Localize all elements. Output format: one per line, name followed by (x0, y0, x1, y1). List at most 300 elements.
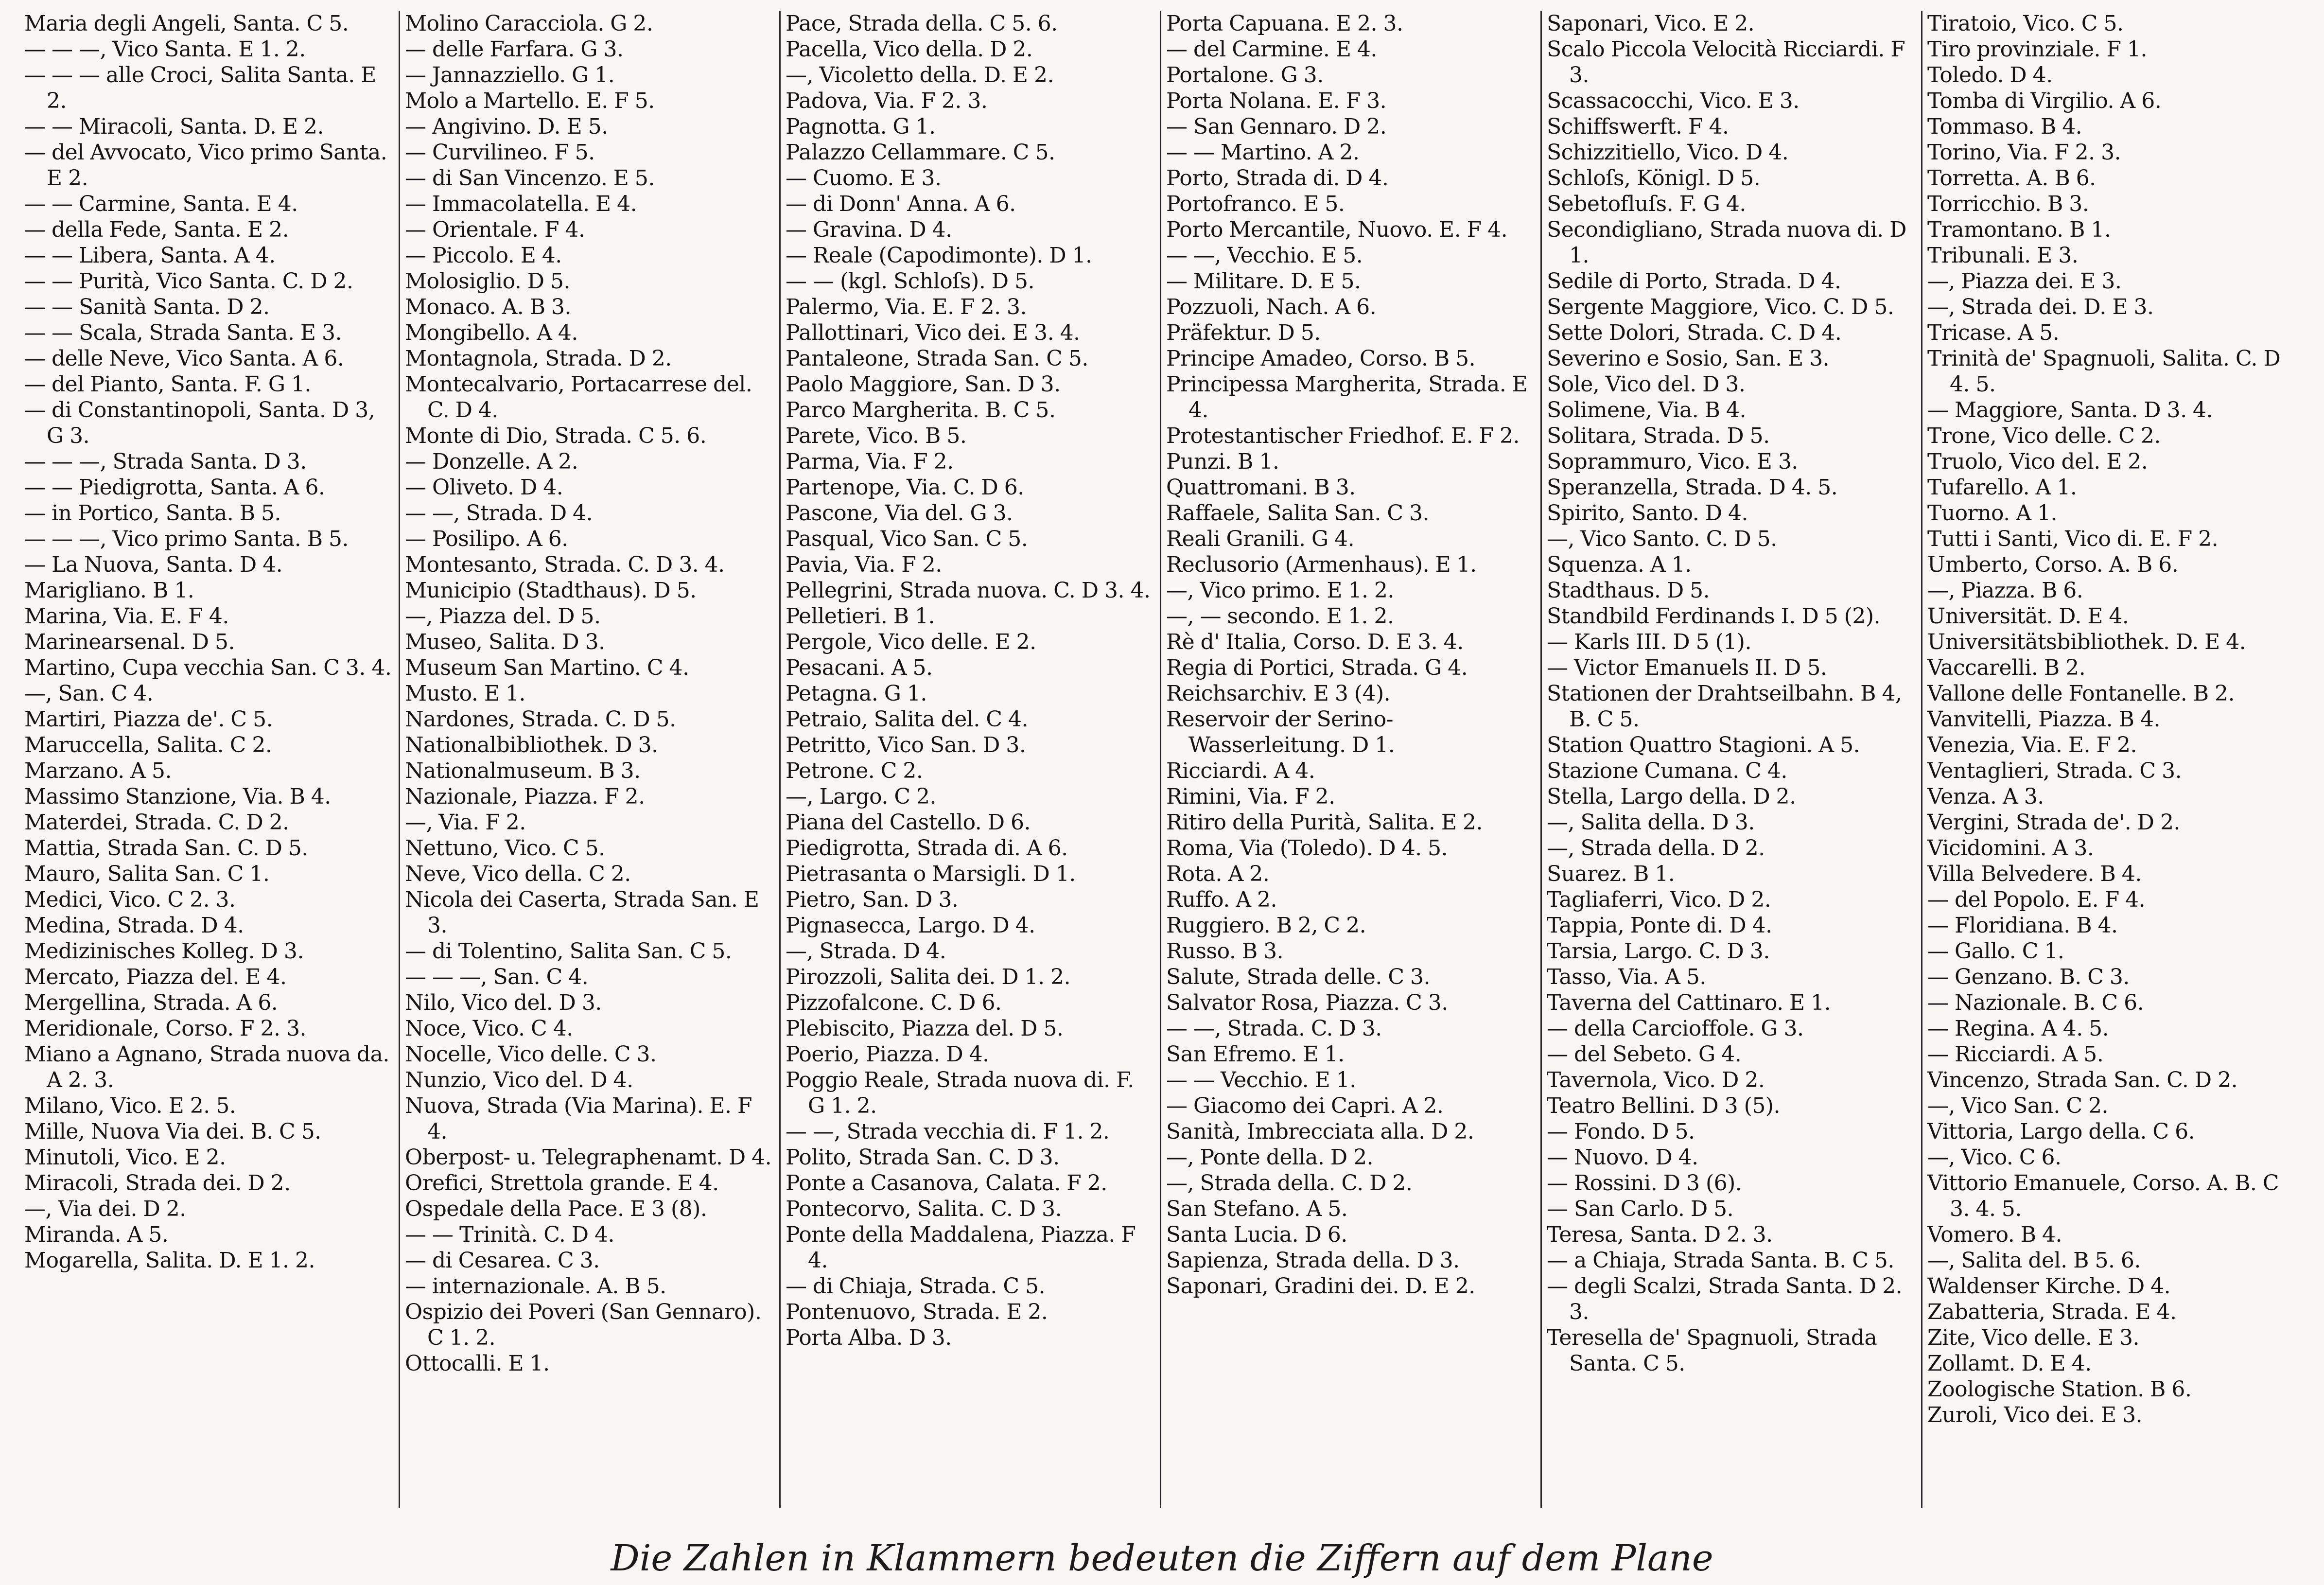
index-entry: Pantaleone, Strada San. C 5. (786, 346, 1088, 371)
index-entry: Zite, Vico delle. E 3. (1927, 1325, 2139, 1350)
index-entry: Marinearsenal. D 5. (24, 630, 235, 654)
index-entry: Scalo Piccola Velocità Ricciardi. F 3. (1547, 37, 1905, 88)
index-entry: Tiratoio, Vico. C 5. (1927, 11, 2124, 36)
index-entry: Reclusorio (Armenhaus). E 1. (1166, 552, 1477, 577)
index-entry: Station Quattro Stagioni. A 5. (1547, 733, 1860, 757)
index-entry: Trone, Vico delle. C 2. (1927, 423, 2161, 448)
index-entry: — Fondo. D 5. (1547, 1119, 1695, 1144)
index-entry: Zoologische Station. B 6. (1927, 1377, 2192, 1402)
index-entry: — San Gennaro. D 2. (1166, 114, 1387, 139)
index-entry: Petagna. G 1. (786, 681, 927, 706)
index-entry: Rota. A 2. (1166, 862, 1270, 886)
index-entry: — del Sebeto. G 4. (1547, 1042, 1742, 1067)
index-entry: —, Via dei. D 2. (24, 1197, 186, 1221)
index-entry: Tiro provinziale. F 1. (1927, 37, 2147, 62)
index-entry: Meridionale, Corso. F 2. 3. (24, 1016, 307, 1041)
index-entry: Truolo, Vico del. E 2. (1927, 449, 2148, 474)
index-entry: Sedile di Porto, Strada. D 4. (1547, 269, 1841, 294)
index-entry: Piana del Castello. D 6. (786, 810, 1031, 835)
index-entry: Vallone delle Fontanelle. B 2. (1927, 681, 2235, 706)
index-entry: Protestantischer Friedhof. E. F 2. (1166, 423, 1520, 448)
index-entry: — Floridiana. B 4. (1927, 913, 2118, 938)
index-entry: Stadthaus. D 5. (1547, 578, 1710, 603)
index-entry: Pasqual, Vico San. C 5. (786, 527, 1028, 551)
index-entry: Musto. E 1. (405, 681, 525, 706)
index-entry: —, Strada della. D 2. (1547, 836, 1765, 861)
index-entry: —, Salita del. B 5. 6. (1927, 1248, 2141, 1273)
index-entry: Reservoir der Serino-Wasserleitung. D 1. (1166, 707, 1395, 757)
index-entry: Molosiglio. D 5. (405, 269, 571, 294)
index-entry: — —, Strada. C. D 3. (1166, 1016, 1382, 1041)
index-entry: Maruccella, Salita. C 2. (24, 733, 272, 757)
index-entry: Saponari, Gradini dei. D. E 2. (1166, 1274, 1475, 1299)
index-entry: Municipio (Stadthaus). D 5. (405, 578, 697, 603)
index-entry: Pellegrini, Strada nuova. C. D 3. 4. (786, 578, 1151, 603)
index-entry: — Karls III. D 5 (1). (1547, 630, 1751, 654)
index-entry: Tribunali. E 3. (1927, 243, 2079, 268)
index-entry: Sole, Vico del. D 3. (1547, 372, 1746, 397)
index-entry: Squenza. A 1. (1547, 552, 1692, 577)
index-entry: Noce, Vico. C 4. (405, 1016, 573, 1041)
index-entry: Spirito, Santo. D 4. (1547, 501, 1748, 526)
index-entry: Nardones, Strada. C. D 5. (405, 707, 676, 732)
index-entry: Torretta. A. B 6. (1927, 166, 2096, 191)
index-entry: San Efremo. E 1. (1166, 1042, 1345, 1067)
index-entry: Paolo Maggiore, San. D 3. (786, 372, 1061, 397)
index-entry: Petritto, Vico San. D 3. (786, 733, 1026, 757)
index-entry: Molino Caracciola. G 2. (405, 11, 653, 36)
index-entry: Palermo, Via. E. F 2. 3. (786, 295, 1027, 319)
index-entry: Punzi. B 1. (1166, 449, 1279, 474)
index-entry: — del Avvocato, Vico primo Santa. E 2. (24, 140, 387, 191)
index-entry: — Nuovo. D 4. (1547, 1145, 1698, 1170)
index-entry: —, Via. F 2. (405, 810, 526, 835)
index-entry: Schiffswerft. F 4. (1547, 114, 1729, 139)
index-entry: — del Pianto, Santa. F. G 1. (24, 372, 312, 397)
index-entry: Sergente Maggiore, Vico. C. D 5. (1547, 295, 1894, 319)
index-entry: Ospizio dei Poveri (San Gennaro). C 1. 2. (405, 1300, 762, 1350)
index-entry: Principessa Margherita, Strada. E 4. (1166, 372, 1528, 423)
index-entry: Porta Nolana. E. F 3. (1166, 88, 1387, 113)
index-entry: —, Vico. C 6. (1927, 1145, 2062, 1170)
index-entry: Piedigrotta, Strada di. A 6. (786, 836, 1068, 861)
index-entry: —, Piazza dei. E 3. (1927, 269, 2122, 294)
index-entry: Petraio, Salita del. C 4. (786, 707, 1028, 732)
index-entry: Ospedale della Pace. E 3 (8). (405, 1197, 707, 1221)
index-entry: Orefici, Strettola grande. E 4. (405, 1171, 719, 1196)
index-entry: Zollamt. D. E 4. (1927, 1351, 2092, 1376)
index-entry: Mongibello. A 4. (405, 320, 578, 345)
index-entry: — — Libera, Santa. A 4. (24, 243, 276, 268)
index-entry: Nunzio, Vico del. D 4. (405, 1068, 633, 1092)
index-entry: — —, Strada. D 4. (405, 501, 593, 526)
index-entry: — di San Vincenzo. E 5. (405, 166, 655, 191)
index-entry: —, Salita della. D 3. (1547, 810, 1755, 835)
index-entry: Zuroli, Vico dei. E 3. (1927, 1403, 2143, 1427)
index-entry: Nocelle, Vico delle. C 3. (405, 1042, 657, 1067)
index-entry: Portalone. G 3. (1166, 63, 1324, 88)
index-entry: Nilo, Vico del. D 3. (405, 990, 602, 1015)
index-entry: — Genzano. B. C 3. (1927, 965, 2130, 989)
index-entry: Vicidomini. A 3. (1927, 836, 2094, 861)
index-entry: Vaccarelli. B 2. (1927, 655, 2086, 680)
index-entry: Solimene, Via. B 4. (1547, 398, 1746, 423)
index-entry: Sebetofluſs. F. G 4. (1547, 192, 1746, 216)
index-entry: Ventaglieri, Strada. C 3. (1927, 758, 2182, 783)
index-entry: Polito, Strada San. C. D 3. (786, 1145, 1060, 1170)
index-entry: Salute, Strada delle. C 3. (1166, 965, 1430, 989)
index-entry: Ruffo. A 2. (1166, 887, 1277, 912)
index-entry: Pirozzoli, Salita dei. D 1. 2. (786, 965, 1071, 989)
index-column-2 (400, 11, 781, 1508)
index-entry: Miranda. A 5. (24, 1222, 169, 1247)
index-entry: — Gallo. C 1. (1927, 939, 2064, 964)
index-entry: — degli Scalzi, Strada Santa. D 2. 3. (1547, 1274, 1903, 1324)
index-entry: Palazzo Cellammare. C 5. (786, 140, 1055, 165)
index-entry: — — Miracoli, Santa. D. E 2. (24, 114, 324, 139)
index-entry: Minutoli, Vico. E 2. (24, 1145, 226, 1170)
index-entry: Poerio, Piazza. D 4. (786, 1042, 989, 1067)
index-entry: — Regina. A 4. 5. (1927, 1016, 2109, 1041)
index-entry: Marigliano. B 1. (24, 578, 194, 603)
index-entry: Porto, Strada di. D 4. (1166, 166, 1389, 191)
index-entry: Ruggiero. B 2, C 2. (1166, 913, 1366, 938)
index-entry: Tagliaferri, Vico. D 2. (1547, 887, 1771, 912)
index-entry: Reali Granili. G 4. (1166, 527, 1355, 551)
index-entry: Museum San Martino. C 4. (405, 655, 689, 680)
index-entry: — San Carlo. D 5. (1547, 1197, 1734, 1221)
index-entry: Soprammuro, Vico. E 3. (1547, 449, 1798, 474)
index-entry: — — —, Vico Santa. E 1. 2. (24, 37, 306, 62)
index-entry: — in Portico, Santa. B 5. (24, 501, 281, 526)
index-entry: Medina, Strada. D 4. (24, 913, 244, 938)
index-entry: — Angivino. D. E 5. (405, 114, 608, 139)
index-entry: Pizzofalcone. C. D 6. (786, 990, 1002, 1015)
index-entry: Pontenuovo, Strada. E 2. (786, 1300, 1048, 1324)
index-entry: — di Donn' Anna. A 6. (786, 192, 1016, 216)
index-entry: Quattromani. B 3. (1166, 475, 1356, 500)
footer-note: Die Zahlen in Klammern bedeuten die Ziffern auf dem Plane (611, 1537, 1713, 1579)
index-entry: Torino, Via. F 2. 3. (1927, 140, 2121, 165)
index-entry: Monte di Dio, Strada. C 5. 6. (405, 423, 707, 448)
index-entry: Vittoria, Largo della. C 6. (1927, 1119, 2195, 1144)
index-entry: — — Trinità. C. D 4. (405, 1222, 615, 1247)
index-entry: Tufarello. A 1. (1927, 475, 2077, 500)
index-entry: Roma, Via (Toledo). D 4. 5. (1166, 836, 1448, 861)
index-entry: Santa Lucia. D 6. (1166, 1222, 1347, 1247)
index-entry: Raffaele, Salita San. C 3. (1166, 501, 1430, 526)
index-entry: Tavernola, Vico. D 2. (1547, 1068, 1765, 1092)
index-entry: — Posilipo. A 6. (405, 527, 568, 551)
index-entry: Venezia, Via. E. F 2. (1927, 733, 2137, 757)
index-entry: Massimo Stanzione, Via. B 4. (24, 784, 331, 809)
index-entry: Speranzella, Strada. D 4. 5. (1547, 475, 1838, 500)
index-entry: Molo a Martello. E. F 5. (405, 88, 655, 113)
index-entry: Parco Margherita. B. C 5. (786, 398, 1056, 423)
index-entry: Principe Amadeo, Corso. B 5. (1166, 346, 1476, 371)
index-entry: Stationen der Drahtseilbahn. B 4, B. C 5. (1547, 681, 1902, 732)
index-entry: Zabatteria, Strada. E 4. (1927, 1300, 2177, 1324)
index-entry: — di Chiaja, Strada. C 5. (786, 1274, 1045, 1299)
index-entry: Vergini, Strada de'. D 2. (1927, 810, 2180, 835)
index-entry: Monaco. A. B 3. (405, 295, 571, 319)
index-entry: Vincenzo, Strada San. C. D 2. (1927, 1068, 2238, 1092)
index-entry: Nettuno, Vico. C 5. (405, 836, 605, 861)
index-entry: — — Vecchio. E 1. (1166, 1068, 1356, 1092)
index-entry: — Immacolatella. E 4. (405, 192, 637, 216)
index-entry: Pergole, Vico delle. E 2. (786, 630, 1036, 654)
index-entry: Materdei, Strada. C. D 2. (24, 810, 289, 835)
index-entry: Russo. B 3. (1166, 939, 1284, 964)
index-entry: Rimini, Via. F 2. (1166, 784, 1335, 809)
index-entry: Ponte a Casanova, Calata. F 2. (786, 1171, 1107, 1196)
index-entry: — a Chiaja, Strada Santa. B. C 5. (1547, 1248, 1894, 1273)
index-entry: Teresa, Santa. D 2. 3. (1547, 1222, 1773, 1247)
index-entry: Umberto, Corso. A. B 6. (1927, 552, 2179, 577)
index-entry: Petrone. C 2. (786, 758, 923, 783)
index-entry: Mille, Nuova Via dei. B. C 5. (24, 1119, 321, 1144)
index-entry: Pavia, Via. F 2. (786, 552, 942, 577)
index-entry: Pace, Strada della. C 5. 6. (786, 11, 1058, 36)
index-entry: — Ricciardi. A 5. (1927, 1042, 2104, 1067)
index-entry: Portofranco. E 5. (1166, 192, 1345, 216)
index-entry: — Orientale. F 4. (405, 217, 585, 242)
index-entry: — — Martino. A 2. (1166, 140, 1360, 165)
index-entry: —, Piazza del. D 5. (405, 604, 601, 629)
index-entry: Secondigliano, Strada nuova di. D 1. (1547, 217, 1906, 268)
index-entry: — internazionale. A. B 5. (405, 1274, 666, 1299)
index-entry: San Stefano. A 5. (1166, 1197, 1348, 1221)
index-entry: Pelletieri. B 1. (786, 604, 935, 629)
index-entry: — Cuomo. E 3. (786, 166, 942, 191)
index-entry: Tutti i Santi, Vico di. E. F 2. (1927, 527, 2219, 551)
index-entry: Parete, Vico. B 5. (786, 423, 967, 448)
index-entry: Severino e Sosio, San. E 3. (1547, 346, 1830, 371)
index-entry: Pagnotta. G 1. (786, 114, 936, 139)
index-entry: — — Sanità Santa. D 2. (24, 295, 270, 319)
index-entry: Vittorio Emanuele, Corso. A. B. C 3. 4. 5. (1927, 1171, 2279, 1221)
index-entry: — Piccolo. E 4. (405, 243, 562, 268)
index-entry: Nationalbibliothek. D 3. (405, 733, 658, 757)
index-entry: Marzano. A 5. (24, 758, 172, 783)
street-index (19, 11, 2304, 1508)
index-entry: Partenope, Via. C. D 6. (786, 475, 1024, 500)
index-column-4 (1161, 11, 1542, 1508)
index-entry: Montesanto, Strada. C. D 3. 4. (405, 552, 725, 577)
index-entry: — Nazionale. B. C 6. (1927, 990, 2144, 1015)
index-entry: — Oliveto. D 4. (405, 475, 563, 500)
index-entry: Stella, Largo della. D 2. (1547, 784, 1796, 809)
index-entry: Reichsarchiv. E 3 (4). (1166, 681, 1391, 706)
index-entry: — Militare. D. E 5. (1166, 269, 1361, 294)
index-entry: Martiri, Piazza de'. C 5. (24, 707, 273, 732)
index-entry: Neve, Vico della. C 2. (405, 862, 631, 886)
index-column-1 (19, 11, 400, 1508)
index-entry: Ottocalli. E 1. (405, 1351, 550, 1376)
index-entry: — Rossini. D 3 (6). (1547, 1171, 1742, 1196)
index-entry: — Maggiore, Santa. D 3. 4. (1927, 398, 2213, 423)
index-entry: Tommaso. B 4. (1927, 114, 2082, 139)
index-entry: Plebiscito, Piazza del. D 5. (786, 1016, 1064, 1041)
index-entry: Medizinisches Kolleg. D 3. (24, 939, 304, 964)
index-entry: —, Vicoletto della. D. E 2. (786, 63, 1054, 88)
index-entry: Saponari, Vico. E 2. (1547, 11, 1755, 36)
index-entry: Suarez. B 1. (1547, 862, 1675, 886)
index-entry: Pietro, San. D 3. (786, 887, 959, 912)
index-entry: — di Cesarea. C 3. (405, 1248, 600, 1273)
index-entry: Martino, Cupa vecchia San. C 3. 4. (24, 655, 392, 680)
index-entry: Pascone, Via del. G 3. (786, 501, 1013, 526)
index-entry: —, Vico San. C 2. (1927, 1093, 2108, 1118)
index-entry: Tappia, Ponte di. D 4. (1547, 913, 1772, 938)
index-entry: — Jannazziello. G 1. (405, 63, 615, 88)
index-entry: — Reale (Capodimonte). D 1. (786, 243, 1092, 268)
index-entry: Präfektur. D 5. (1166, 320, 1321, 345)
index-entry: Universitätsbibliothek. D. E 4. (1927, 630, 2246, 654)
index-entry: — della Fede, Santa. E 2. (24, 217, 289, 242)
index-entry: Poggio Reale, Strada nuova di. F. G 1. 2. (786, 1068, 1134, 1118)
index-entry: Sanità, Imbrecciata alla. D 2. (1166, 1119, 1474, 1144)
index-entry: Schizzitiello, Vico. D 4. (1547, 140, 1789, 165)
index-entry: Marina, Via. E. F 4. (24, 604, 229, 629)
index-entry: — Victor Emanuels II. D 5. (1547, 655, 1827, 680)
index-entry: Sette Dolori, Strada. C. D 4. (1547, 320, 1842, 345)
index-entry: — del Popolo. E. F 4. (1927, 887, 2146, 912)
index-entry: — Donzelle. A 2. (405, 449, 578, 474)
index-entry: Venza. A 3. (1927, 784, 2044, 809)
index-column-5 (1542, 11, 1922, 1508)
index-entry: Porto Mercantile, Nuovo. E. F 4. (1166, 217, 1508, 242)
index-entry: —, — secondo. E 1. 2. (1166, 604, 1394, 629)
index-entry: —, Vico primo. E 1. 2. (1166, 578, 1394, 603)
index-entry: — — (kgl. Schloſs). D 5. (786, 269, 1034, 294)
index-entry: Sapienza, Strada della. D 3. (1166, 1248, 1460, 1273)
index-entry: Pacella, Vico della. D 2. (786, 37, 1033, 62)
index-entry: — —, Vecchio. E 5. (1166, 243, 1363, 268)
index-entry: Porta Alba. D 3. (786, 1325, 952, 1350)
index-entry: — — —, Strada Santa. D 3. (24, 449, 307, 474)
index-entry: Montecalvario, Portacarrese del. C. D 4. (405, 372, 752, 423)
index-entry: Tricase. A 5. (1927, 320, 2060, 345)
index-entry: Toledo. D 4. (1927, 63, 2053, 88)
index-entry: Mogarella, Salita. D. E 1. 2. (24, 1248, 315, 1273)
index-entry: Ritiro della Purità, Salita. E 2. (1166, 810, 1483, 835)
index-entry: Montagnola, Strada. D 2. (405, 346, 672, 371)
index-entry: — di Constantinopoli, Santa. D 3, G 3. (24, 398, 375, 448)
index-entry: Ricciardi. A 4. (1166, 758, 1315, 783)
index-entry: Nationalmuseum. B 3. (405, 758, 641, 783)
index-entry: Pignasecca, Largo. D 4. (786, 913, 1035, 938)
index-entry: —, Strada dei. D. E 3. (1927, 295, 2154, 319)
index-entry: Torricchio. B 3. (1927, 192, 2089, 216)
index-entry: Nicola dei Caserta, Strada San. E 3. (405, 887, 759, 938)
index-entry: — — Piedigrotta, Santa. A 6. (24, 475, 325, 500)
index-entry: Pesacani. A 5. (786, 655, 933, 680)
index-entry: Mergellina, Strada. A 6. (24, 990, 278, 1015)
index-entry: Salvator Rosa, Piazza. C 3. (1166, 990, 1448, 1015)
index-entry: Tomba di Virgilio. A 6. (1927, 88, 2162, 113)
index-entry: —, Ponte della. D 2. (1166, 1145, 1374, 1170)
index-entry: Miano a Agnano, Strada nuova da. A 2. 3. (24, 1042, 389, 1092)
index-entry: Schloſs, Königl. D 5. (1547, 166, 1761, 191)
index-entry: Pallottinari, Vico dei. E 3. 4. (786, 320, 1080, 345)
index-entry: — La Nuova, Santa. D 4. (24, 552, 283, 577)
index-entry: Vomero. B 4. (1927, 1222, 2062, 1247)
index-entry: Scassacocchi, Vico. E 3. (1547, 88, 1800, 113)
index-entry: Ponte della Maddalena, Piazza. F 4. (786, 1222, 1136, 1273)
index-entry: Mauro, Salita San. C 1. (24, 862, 270, 886)
index-entry: — delle Neve, Vico Santa. A 6. (24, 346, 344, 371)
index-entry: Regia di Portici, Strada. G 4. (1166, 655, 1468, 680)
index-entry: Tarsia, Largo. C. D 3. (1547, 939, 1770, 964)
index-entry: Tasso, Via. A 5. (1547, 965, 1706, 989)
index-entry: —, San. C 4. (24, 681, 154, 706)
index-entry: Stazione Cumana. C 4. (1547, 758, 1787, 783)
index-entry: Taverna del Cattinaro. E 1. (1547, 990, 1831, 1015)
index-entry: Standbild Ferdinands I. D 5 (2). (1547, 604, 1881, 629)
index-entry: Rè d' Italia, Corso. D. E 3. 4. (1166, 630, 1464, 654)
index-entry: — — Purità, Vico Santa. C. D 2. (24, 269, 353, 294)
index-entry: — della Carcioffole. G 3. (1547, 1016, 1804, 1041)
index-entry: Oberpost- u. Telegraphenamt. D 4. (405, 1145, 772, 1170)
index-entry: — Giacomo dei Capri. A 2. (1166, 1093, 1444, 1118)
index-entry: Trinità de' Spagnuoli, Salita. C. D 4. 5. (1927, 346, 2281, 397)
index-entry: —, Piazza. B 6. (1927, 578, 2083, 603)
index-entry: Miracoli, Strada dei. D 2. (24, 1171, 291, 1196)
index-entry: —, Vico Santo. C. D 5. (1547, 527, 1777, 551)
index-entry: Teresella de' Spagnuoli, Strada Santa. C 5. (1547, 1325, 1877, 1376)
index-entry: Waldenser Kirche. D 4. (1927, 1274, 2171, 1299)
index-column-6 (1922, 11, 2303, 1508)
index-column-3 (781, 11, 1161, 1508)
index-entry: — — —, Vico primo Santa. B 5. (24, 527, 349, 551)
index-entry: —, Strada. D 4. (786, 939, 946, 964)
index-entry: Tuorno. A 1. (1927, 501, 2057, 526)
index-entry: — del Carmine. E 4. (1166, 37, 1377, 62)
index-entry: Maria degli Angeli, Santa. C 5. (24, 11, 349, 36)
index-entry: Universität. D. E 4. (1927, 604, 2129, 629)
index-entry: —, Largo. C 2. (786, 784, 936, 809)
index-entry: Mercato, Piazza del. E 4. (24, 965, 287, 989)
index-entry: Medici, Vico. C 2. 3. (24, 887, 236, 912)
index-entry: Pozzuoli, Nach. A 6. (1166, 295, 1377, 319)
index-entry: Villa Belvedere. B 4. (1927, 862, 2142, 886)
index-entry: Nuova, Strada (Via Marina). E. F 4. (405, 1093, 752, 1144)
index-entry: Parma, Via. F 2. (786, 449, 954, 474)
index-entry: — Curvilineo. F 5. (405, 140, 595, 165)
index-entry: — — — alle Croci, Salita Santa. E 2. (24, 63, 376, 113)
index-entry: Milano, Vico. E 2. 5. (24, 1093, 236, 1118)
index-entry: Nazionale, Piazza. F 2. (405, 784, 645, 809)
index-entry: — Gravina. D 4. (786, 217, 952, 242)
index-entry: Mattia, Strada San. C. D 5. (24, 836, 308, 861)
index-entry: Vanvitelli, Piazza. B 4. (1927, 707, 2160, 732)
index-entry: Tramontano. B 1. (1927, 217, 2111, 242)
index-entry: Porta Capuana. E 2. 3. (1166, 11, 1403, 36)
index-entry: — di Tolentino, Salita San. C 5. (405, 939, 732, 964)
index-entry: Museo, Salita. D 3. (405, 630, 605, 654)
index-entry: — —, Strada vecchia di. F 1. 2. (786, 1119, 1110, 1144)
index-entry: Solitara, Strada. D 5. (1547, 423, 1770, 448)
index-entry: — delle Farfara. G 3. (405, 37, 624, 62)
index-entry: — — —, San. C 4. (405, 965, 589, 989)
index-entry: Teatro Bellini. D 3 (5). (1547, 1093, 1780, 1118)
index-entry: Padova, Via. F 2. 3. (786, 88, 988, 113)
index-entry: —, Strada della. C. D 2. (1166, 1171, 1413, 1196)
index-entry: — — Scala, Strada Santa. E 3. (24, 320, 342, 345)
index-entry: Pontecorvo, Salita. C. D 3. (786, 1197, 1062, 1221)
index-entry: — — Carmine, Santa. E 4. (24, 192, 298, 216)
